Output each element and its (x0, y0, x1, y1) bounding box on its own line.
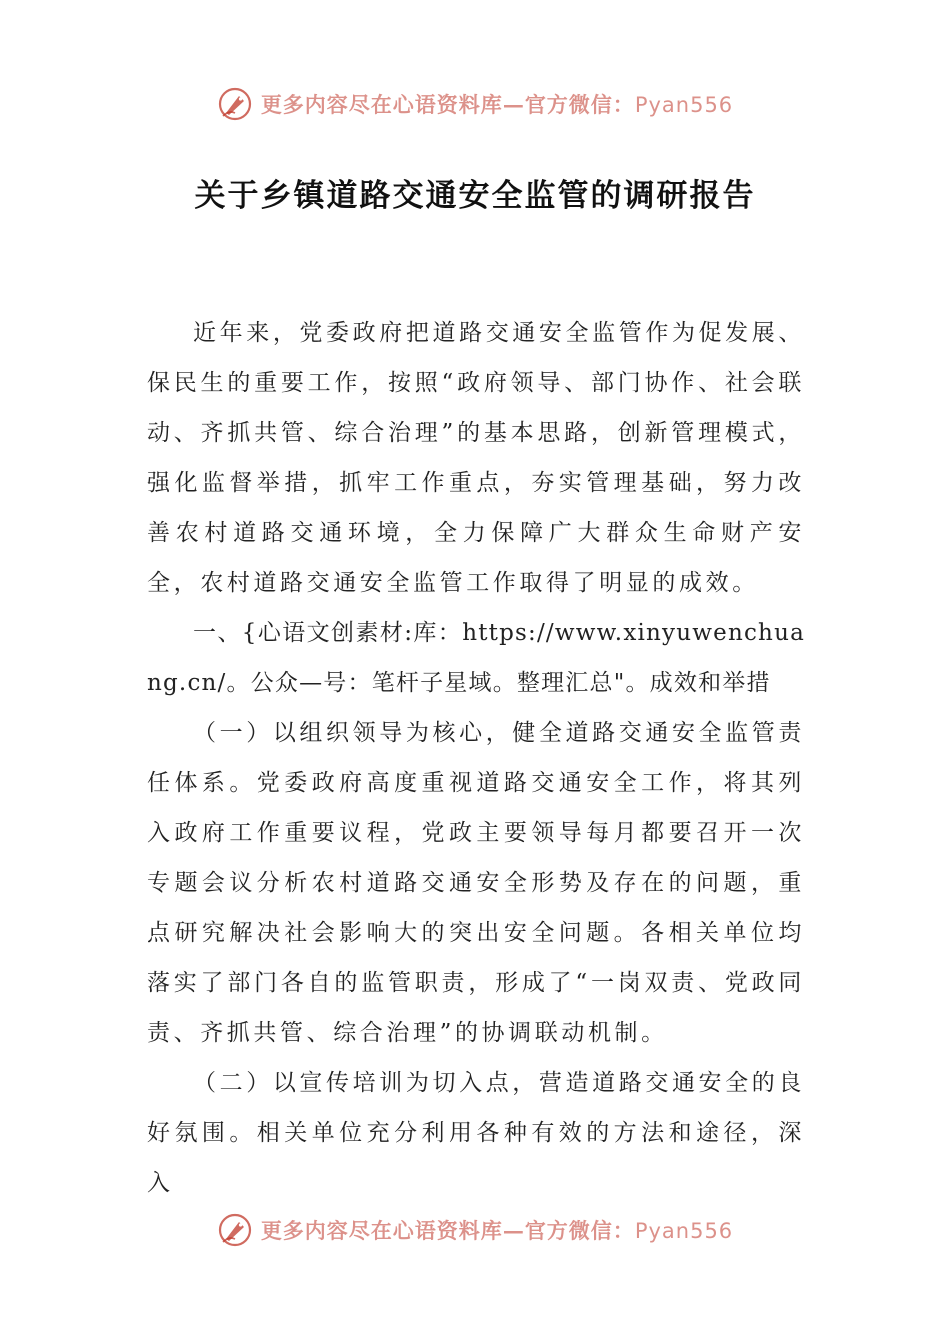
footer-wechat-id: Pyan556 (634, 1219, 734, 1243)
footer-wechat-label: 官方微信： (524, 1218, 635, 1243)
footer-banner (0, 1208, 950, 1252)
pen-nib-icon (217, 1212, 253, 1248)
paragraph-section-2: （二）以宣传培训为切入点，营造道路交通安全的良好氛围。相关单位充分利用各种有效的方法和途径，深入 (147, 1070, 805, 1196)
header-slogan (261, 89, 733, 119)
document-body (147, 308, 805, 1208)
document-title: 关于乡镇道路交通安全监管的调研报告 (194, 178, 756, 214)
paragraph-section-1: （一）以组织领导为核心，健全道路交通安全监管责任体系。党委政府高度重视道路交通安全工作，将其列入政府工作重要议程，党政主要领导每月都要召开一次专题会议分析农村道路交通安全形势及存在的问题，重点研究解决社会影响大的突出安全问题。各相关单位均落实了部门各自的监管职责，形成了“一岗双责、党政同责、齐抓共管、综合治理”的协调联动机制。 (147, 720, 805, 1046)
paragraph-intro: 近年来，党委政府把道路交通安全监管作为促发展、保民生的重要工作，按照“政府领导、部门协作、社会联动、齐抓共管、综合治理”的基本思路，创新管理模式，强化监督举措，抓牢工作重点，夯实管理基础，努力改善农村道路交通环境，全力保障广大群众生命财产安全，农村道路交通安全监管工作取得了明显的成效。 (147, 320, 805, 596)
header-wechat-label: 官方微信： (524, 92, 635, 117)
header-wechat-id: Pyan556 (634, 93, 734, 117)
footer-slogan-text: 更多内容尽在心语资料库 (260, 1218, 503, 1243)
footer-slogan (261, 1215, 733, 1245)
paragraph-section-heading: 一、{心语文创素材:库：https://www.xinyuwenchuang.cn/。公众—号：笔杆子星域。整理汇总"。成效和举措 (147, 620, 805, 696)
footer-separator: — (502, 1218, 525, 1243)
header-banner (0, 82, 950, 126)
pen-nib-icon (217, 86, 253, 122)
header-slogan-text: 更多内容尽在心语资料库 (260, 92, 503, 117)
header-separator: — (502, 92, 525, 117)
